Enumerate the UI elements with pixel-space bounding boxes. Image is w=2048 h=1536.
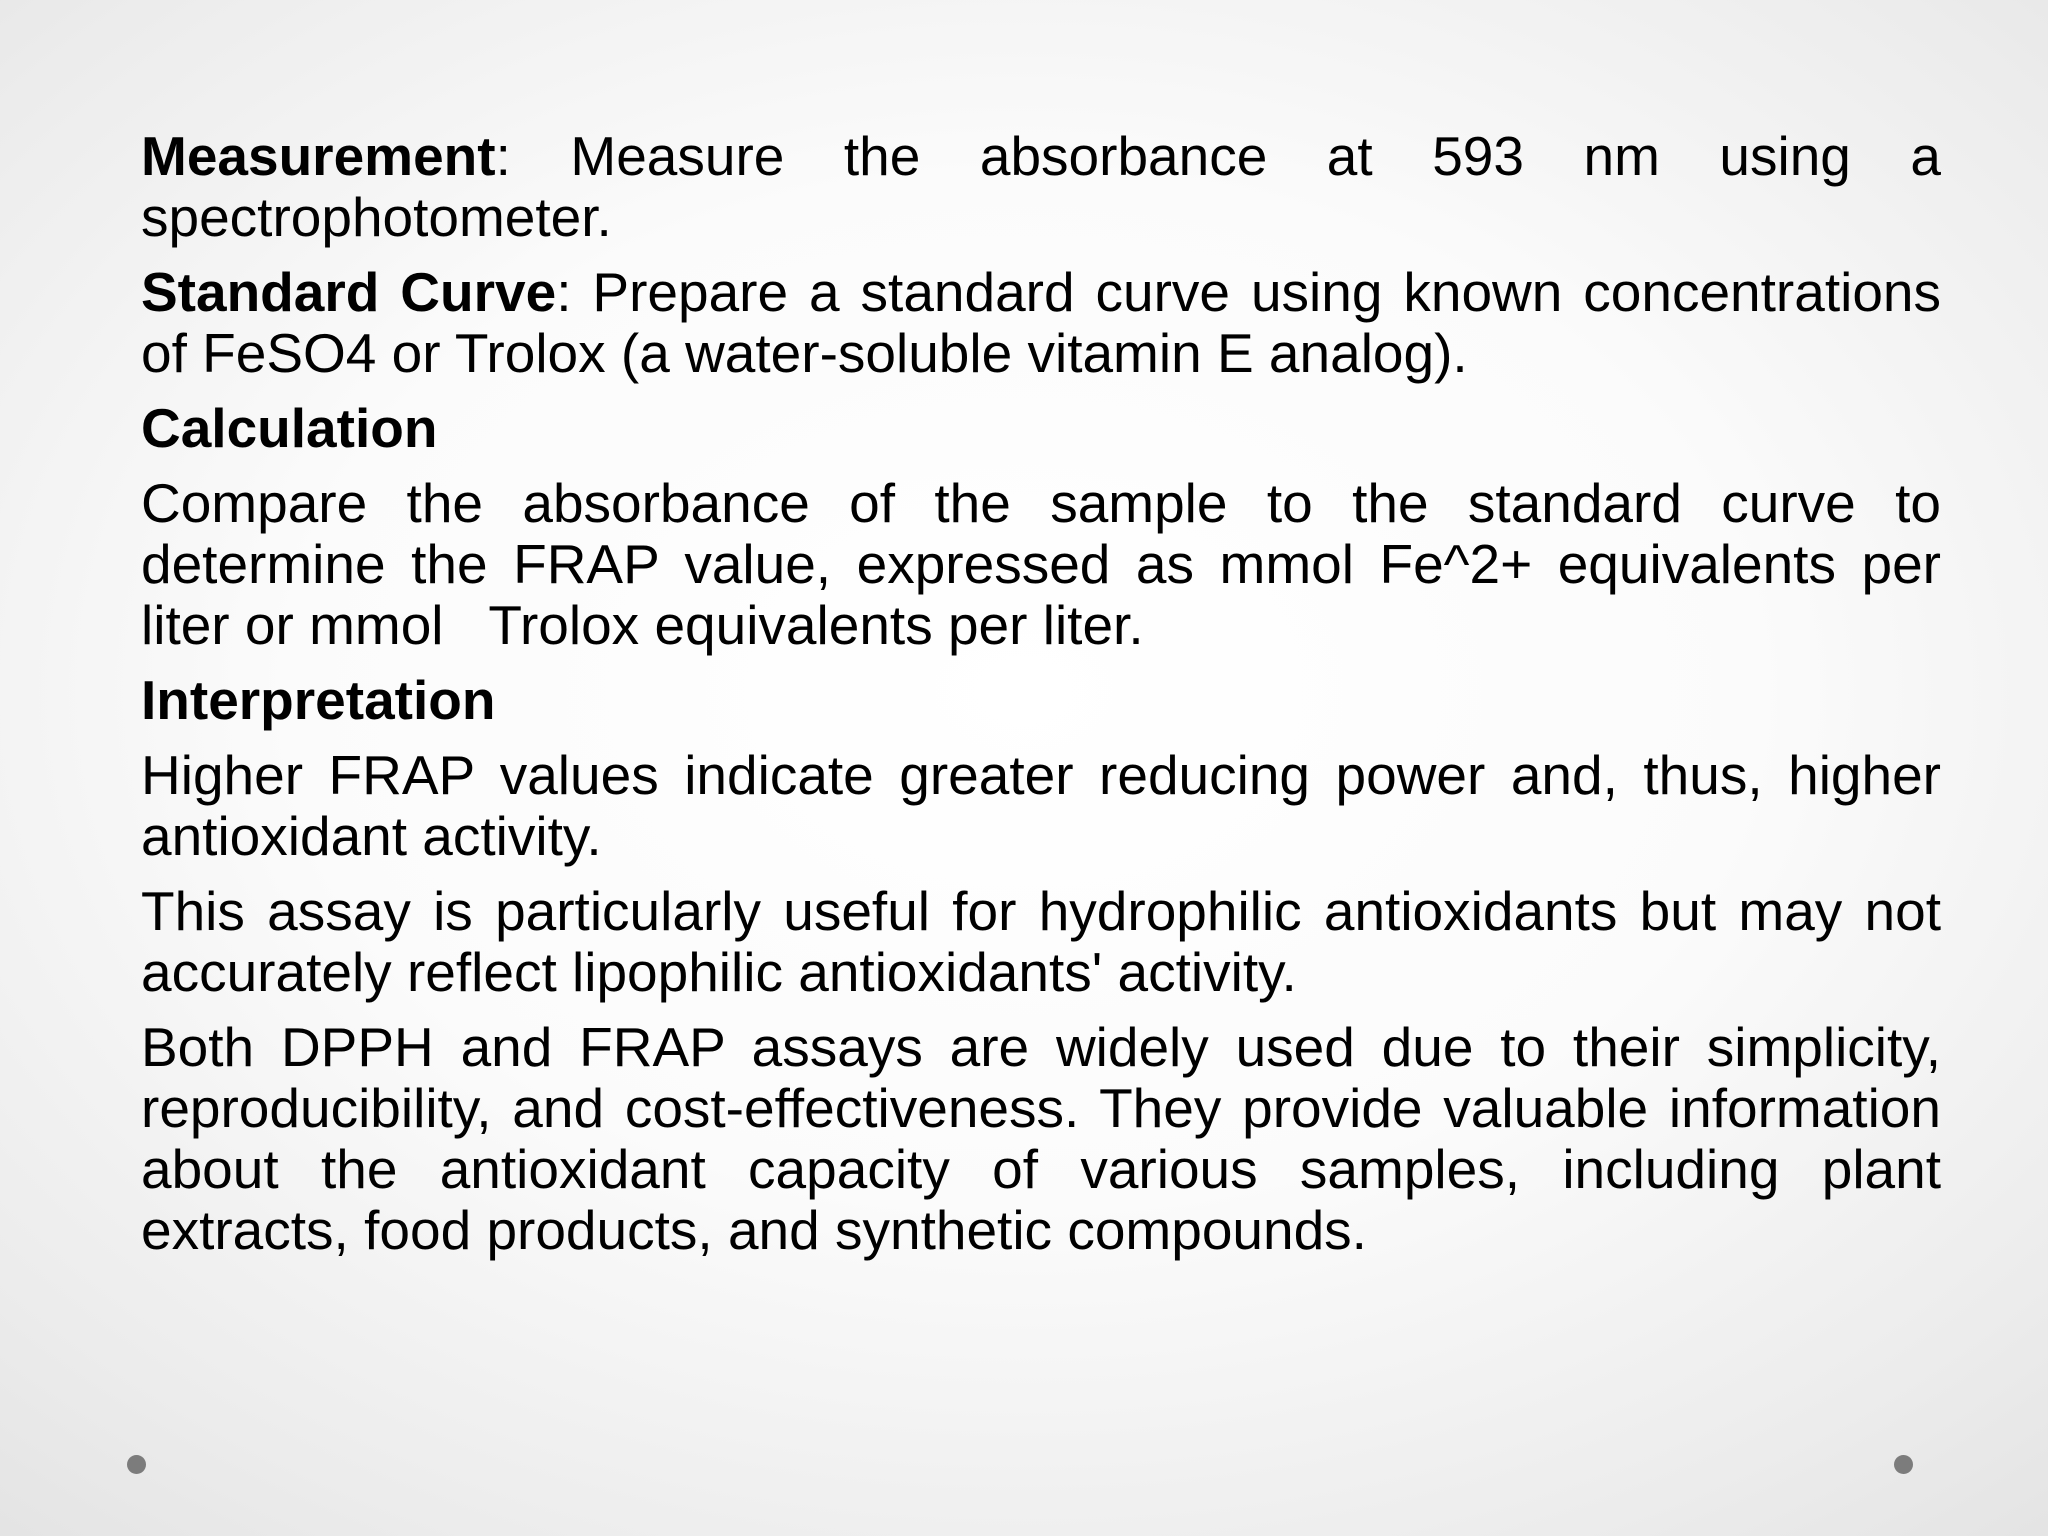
measurement-paragraph — [141, 126, 1941, 248]
standard-curve-label: Standard Curve — [141, 261, 557, 323]
calculation-paragraph — [141, 473, 1941, 656]
slide-body — [141, 126, 1941, 1275]
measurement-label: Measurement — [141, 125, 496, 187]
interpretation-paragraph-2: This assay is particularly useful for hydrophilic antioxidants but may not accurately reflect lipophilic antioxidants' activity. — [141, 880, 1941, 1003]
standard-curve-paragraph — [141, 262, 1941, 384]
left-dot-icon — [127, 1455, 146, 1474]
right-dot-icon — [1894, 1455, 1913, 1474]
interpretation-paragraph-1: Higher FRAP values indicate greater reducing power and, thus, higher antioxidant activity. — [141, 744, 1941, 867]
calculation-heading: Calculation — [141, 397, 438, 459]
interpretation-heading: Interpretation — [141, 669, 496, 731]
measurement-text: : Measure the absorbance at 593 nm using a spectrophotometer. — [141, 125, 1941, 248]
calculation-text-part1: Compare the absorbance of the sample to the standard curve to determine the FRAP value, expressed as mmol Fe^2+ equivalents per liter or mmol — [141, 472, 1941, 656]
interpretation-paragraph-3: Both DPPH and FRAP assays are widely used due to their simplicity, reproducibility, and cost-effectiveness. They provide valuable information about the antioxidant capacity of various samples, including plant extracts, food products, and synthetic compounds. — [141, 1016, 1941, 1261]
standard-curve-text: : Prepare a standard curve using known concentrations of FeSO4 or Trolox (a water-soluble vitamin E analog). — [141, 261, 1942, 384]
calculation-text-part2: Trolox equivalents per liter. — [488, 594, 1144, 656]
